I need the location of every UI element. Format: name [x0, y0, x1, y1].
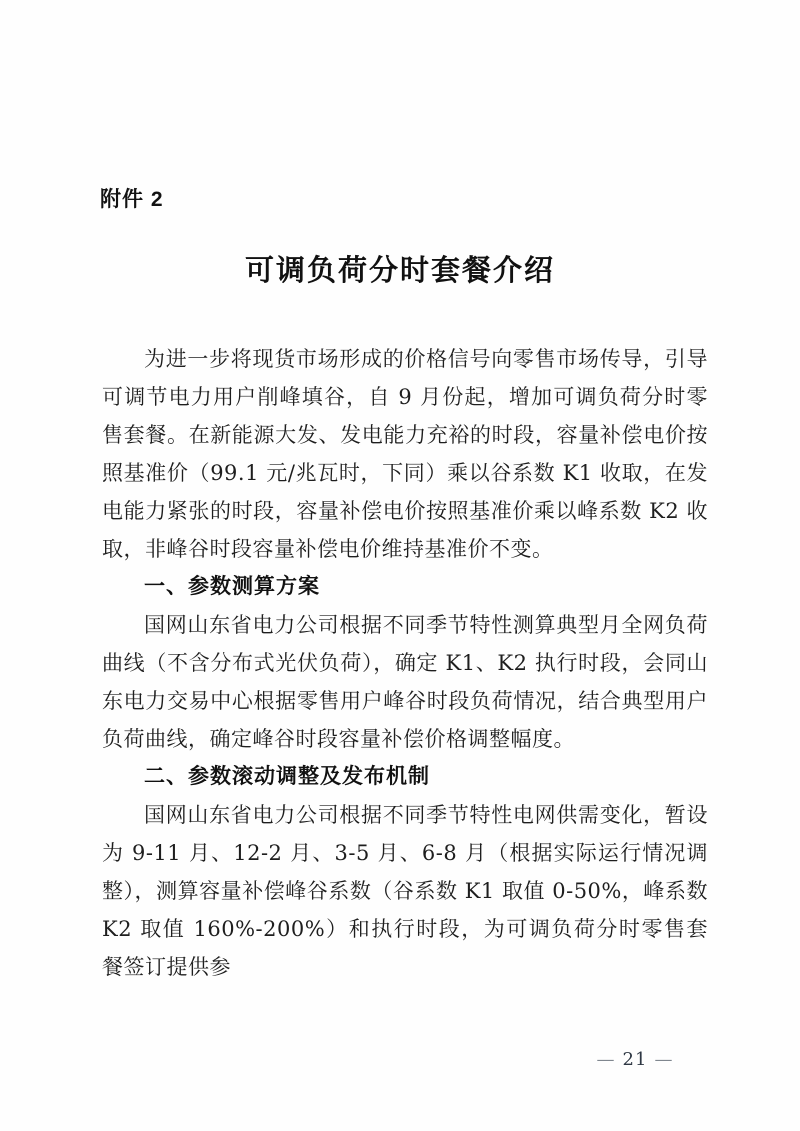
page-footer [555, 1048, 715, 1072]
page-number: 21 [622, 1049, 648, 1070]
paragraph-section-1: 国网山东省电力公司根据不同季节特性测算典型月全网负荷曲线（不含分布式光伏负荷），确定 K1、K2 执行时段，会同山东电力交易中心根据零售用户峰谷时段负荷情况，结合典型用户负荷曲线，确定峰谷时段容量补偿价格调整幅度。 [102, 613, 708, 751]
page-number-dash-right: — [654, 1049, 674, 1070]
document-body [102, 340, 708, 986]
page-number-dash-left: — [596, 1049, 616, 1070]
section-heading-1: 一、参数测算方案 [144, 575, 320, 598]
paragraph-section-2: 国网山东省电力公司根据不同季节特性电网供需变化，暂设为 9-11 月、12-2 月、3-5 月、6-8 月（根据实际运行情况调整），测算容量补偿峰谷系数（谷系数 K1 取值 0-50%，峰系数 K2 取值 160%-200%）和执行时段，为可调负荷分时零售套餐签订提供参 [102, 803, 708, 979]
attachment-label: 附件 2 [100, 188, 164, 211]
paragraph-intro: 为进一步将现货市场形成的价格信号向零售市场传导，引导可调节电力用户削峰填谷，自 9 月份起，增加可调负荷分时零售套餐。在新能源大发、发电能力充裕的时段，容量补偿电价按照基准价（99.1 元/兆瓦时，下同）乘以谷系数 K1 收取，在发电能力紧张的时段，容量补偿电价按照基准价乘以峰系数 K2 收取，非峰谷时段容量补偿电价维持基准价不变。 [102, 347, 708, 561]
section-heading-2: 二、参数滚动调整及发布机制 [144, 765, 430, 788]
document-title: 可调负荷分时套餐介绍 [244, 255, 555, 287]
